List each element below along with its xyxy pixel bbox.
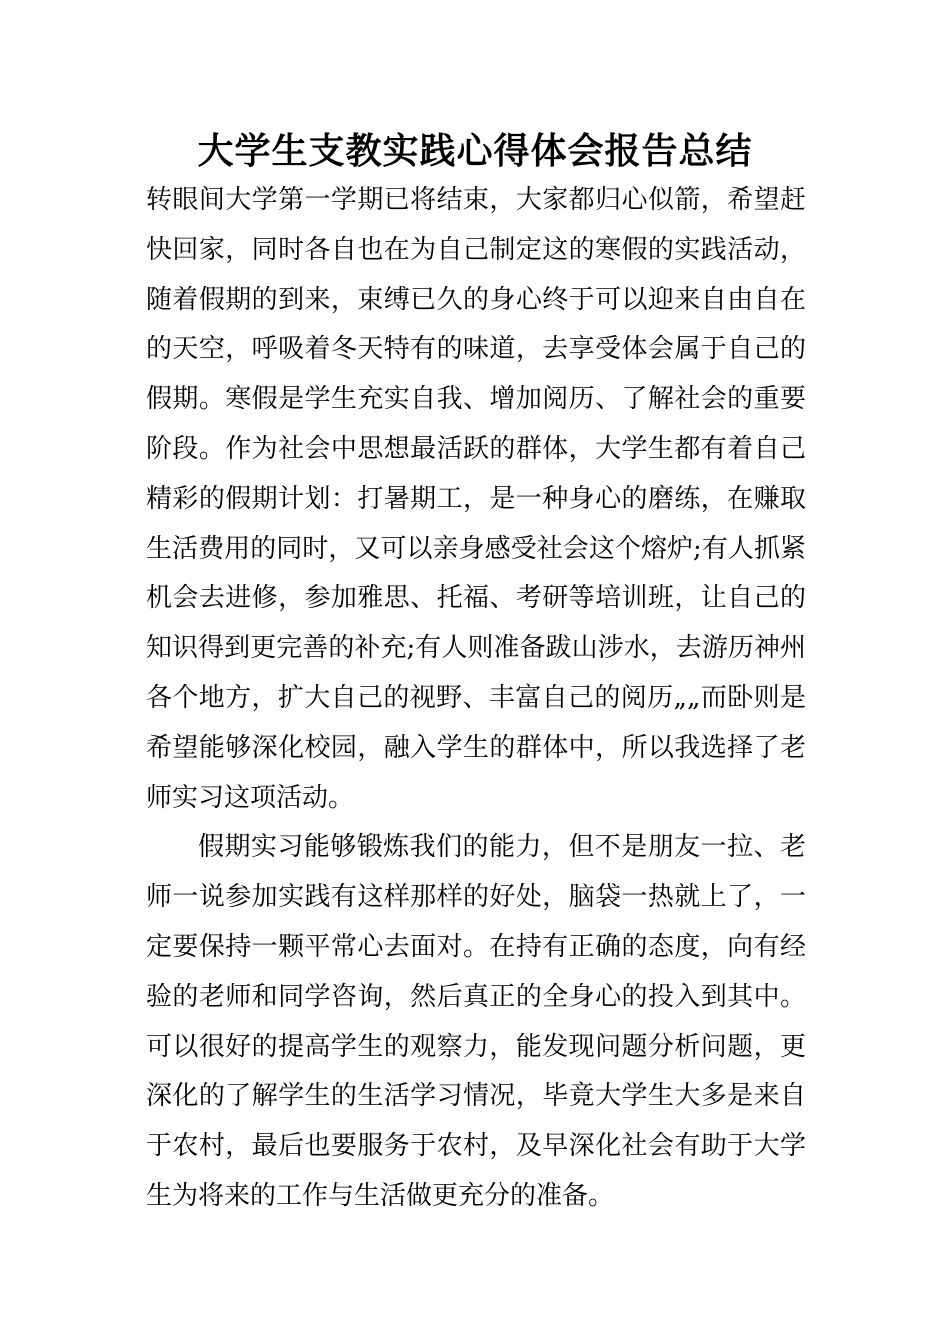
- paragraph-2: 假期实习能够锻炼我们的能力，但不是朋友一拉、老师一说参加实践有这样那样的好处，脑袋一热就上了，一定要保持一颗平常心去面对。在持有正确的态度，向有经验的老师和同学咨询，然后真正的全身心的投入到其中。可以很好的提高学生的观察力，能发现问题分析问题，更深化的了解学生的生活学习情况，毕竟大学生大多是来自于农村，最后也要服务于农村，及早深化社会有助于大学生为将来的工作与生活做更充分的准备。: [146, 832, 806, 1211]
- paragraph-1: 转眼间大学第一学期已将结束，大家都归心似箭，希望赶快回家，同时各自也在为自己制定这的寒假的实践活动，随着假期的到来，束缚已久的身心终于可以迎来自由自在的天空，呼吸着冬天特有的味道，去享受体会属于自己的假期。寒假是学生充实自我、增加阅历、了解社会的重要阶段。作为社会中思想最活跃的群体，大学生都有着自己精彩的假期计划：打暑期工，是一种身心的磨练，在赚取生活费用的同时，又可以亲身感受社会这个熔炉;有人抓紧机会去进修，参加雅思、托福、考研等培训班，让自己的知识得到更完善的补充;有人则准备跋山涉水，去游历神州各个地方，扩大自己的视野、丰富自己的阅历„„而卧则是希望能够深化校园，融入学生的群体中，所以我选择了老师实习这项活动。: [146, 185, 806, 813]
- document-body: [146, 176, 806, 1222]
- document-title: 大学生支教实践心得体会报告总结: [197, 131, 753, 172]
